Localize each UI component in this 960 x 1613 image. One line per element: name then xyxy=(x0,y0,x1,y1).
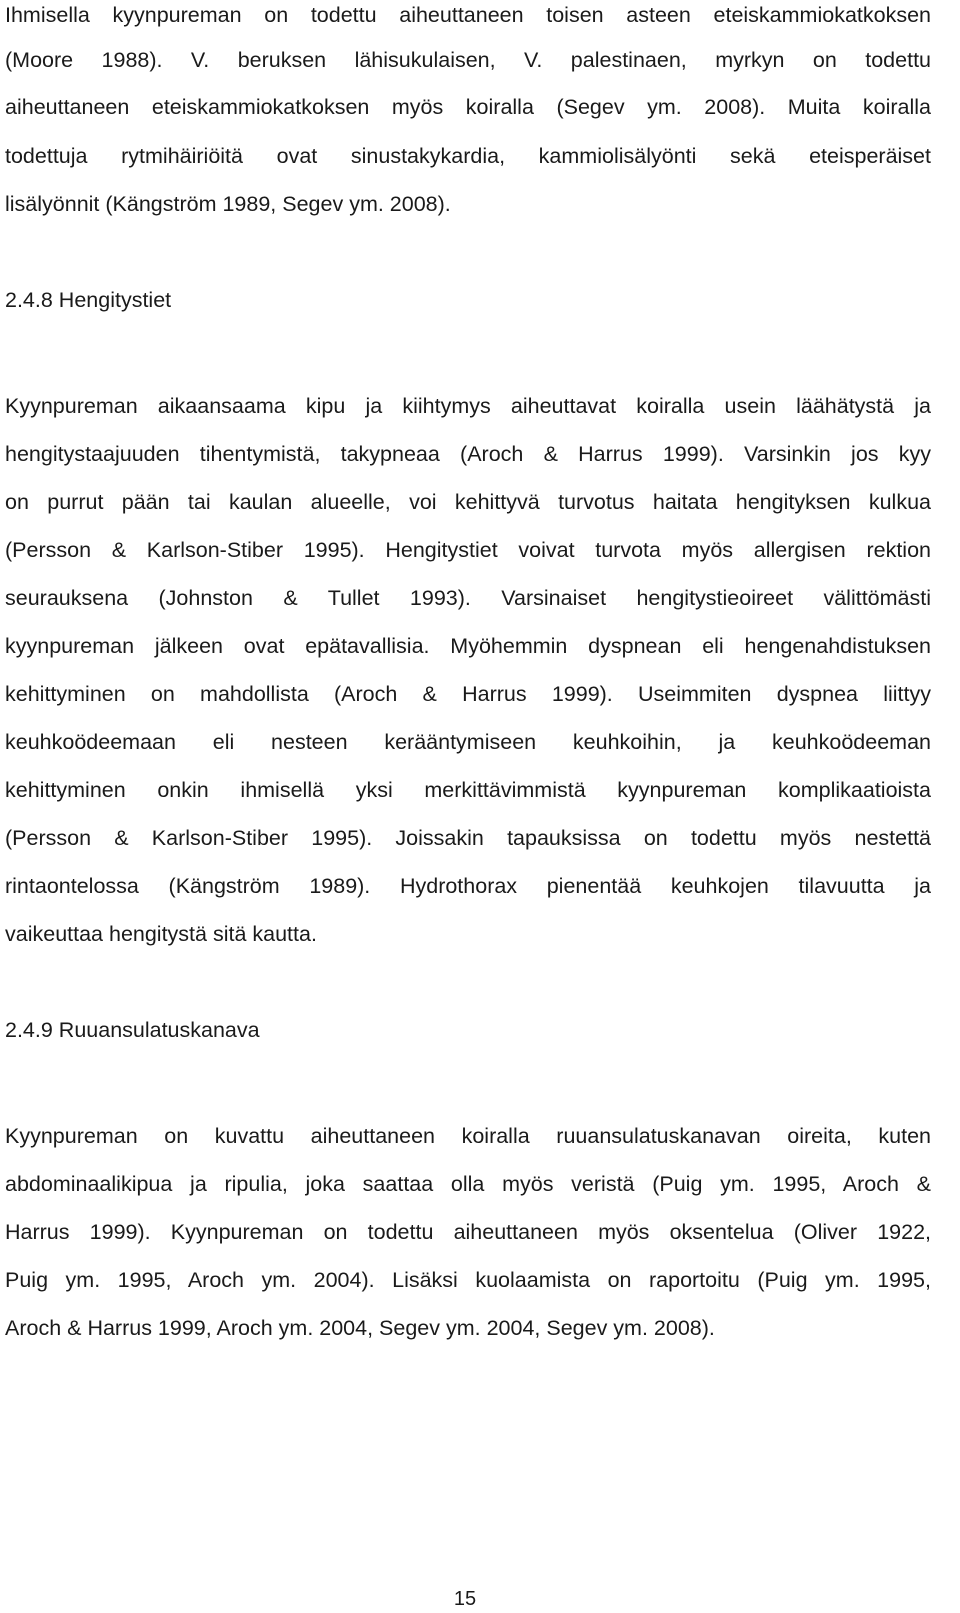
text-line: on purrut pään tai kaulan alueelle, voi kehittyvä turvotus haitata hengityksen kulkua xyxy=(5,490,931,514)
text-line: (Moore 1988). V. beruksen lähisukulaisen, V. palestinaen, myrkyn on todettu xyxy=(5,48,931,72)
text-line: Puig ym. 1995, Aroch ym. 2004). Lisäksi kuolaamista on raportoitu (Puig ym. 1995, xyxy=(5,1268,931,1292)
section-heading: 2.4.8 Hengitystiet xyxy=(5,288,172,312)
text-line: vaikeuttaa hengitystä sitä kautta. xyxy=(5,922,317,946)
text-line: (Persson & Karlson-Stiber 1995). Joissakin tapauksissa on todettu myös nestettä xyxy=(5,826,931,850)
text-line: seurauksena (Johnston & Tullet 1993). Varsinaiset hengitystieoireet välittömästi xyxy=(5,586,931,610)
text-line: Harrus 1999). Kyynpureman on todettu aiheuttaneen myös oksentelua (Oliver 1922, xyxy=(5,1220,931,1244)
text-line: Kyynpureman on kuvattu aiheuttaneen koiralla ruuansulatuskanavan oireita, kuten xyxy=(5,1124,931,1148)
text-line: todettuja rytmihäiriöitä ovat sinustakykardia, kammiolisälyönti sekä eteisperäiset xyxy=(5,144,931,168)
text-line: kehittyminen onkin ihmisellä yksi merkittävimmistä kyynpureman komplikaatioista xyxy=(5,778,931,802)
text-line: kyynpureman jälkeen ovat epätavallisia. Myöhemmin dyspnean eli hengenahdistuksen xyxy=(5,634,931,658)
text-line: kehittyminen on mahdollista (Aroch & Harrus 1999). Useimmiten dyspnea liittyy xyxy=(5,682,931,706)
text-line: hengitystaajuuden tihentymistä, takypneaa (Aroch & Harrus 1999). Varsinkin jos kyy xyxy=(5,442,931,466)
text-line: abdominaalikipua ja ripulia, joka saattaa olla myös veristä (Puig ym. 1995, Aroch & xyxy=(5,1172,931,1196)
text-line: aiheuttaneen eteiskammiokatkoksen myös koiralla (Segev ym. 2008). Muita koiralla xyxy=(5,95,931,119)
text-line: (Persson & Karlson-Stiber 1995). Hengitystiet voivat turvota myös allergisen rektion xyxy=(5,538,931,562)
text-line: rintaontelossa (Kängström 1989). Hydrothorax pienentää keuhkojen tilavuutta ja xyxy=(5,874,931,898)
text-line: lisälyönnit (Kängström 1989, Segev ym. 2008). xyxy=(5,192,451,216)
text-line: Kyynpureman aikaansaama kipu ja kiihtymys aiheuttavat koiralla usein läähätystä ja xyxy=(5,394,931,418)
text-line: Aroch & Harrus 1999, Aroch ym. 2004, Segev ym. 2004, Segev ym. 2008). xyxy=(5,1316,715,1340)
text-line: keuhkoödeemaan eli nesteen kerääntymiseen keuhkoihin, ja keuhkoödeeman xyxy=(5,730,931,754)
page-number: 15 xyxy=(453,1588,477,1610)
section-heading: 2.4.9 Ruuansulatuskanava xyxy=(5,1018,260,1042)
text-line: Ihmisella kyynpureman on todettu aiheuttaneen toisen asteen eteiskammiokatkoksen xyxy=(5,3,931,27)
